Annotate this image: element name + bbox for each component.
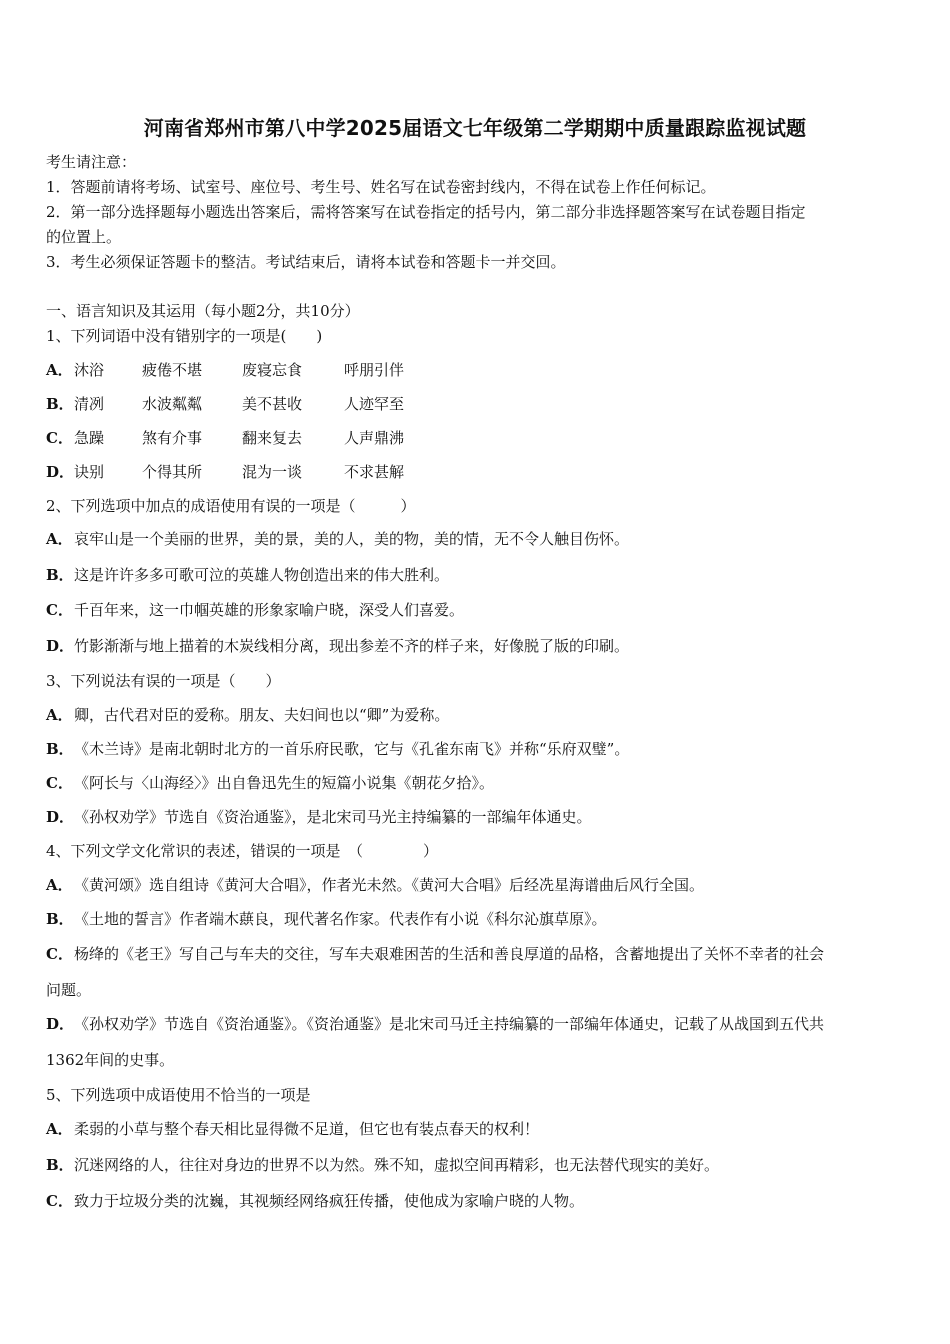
option-label: D．	[46, 1015, 75, 1033]
option-word: 呼朋引伴	[344, 361, 405, 379]
option-row	[46, 360, 434, 380]
notice-item: 2．第一部分选择题每小题选出答案后，需将答案写在试卷指定的括号内，第二部分非选择题答案写在试卷题目指定	[46, 203, 806, 221]
option-text: 《木兰诗》是南北朝时北方的一首乐府民歌，它与《孔雀东南飞》并称“乐府双璧”。	[74, 740, 630, 758]
option-row	[46, 565, 449, 585]
option-row	[46, 773, 494, 793]
option-word: 废寝忘食	[242, 361, 303, 379]
question-stem: 2、下列选项中加点的成语使用有误的一项是（ ）	[46, 497, 416, 515]
option-label: A．	[46, 530, 73, 548]
option-word: 急躁	[74, 429, 105, 447]
option-label: B．	[46, 910, 74, 928]
option-word: 诀别	[74, 463, 105, 481]
option-label: C．	[46, 1192, 73, 1210]
option-text-continued: 问题。	[46, 981, 92, 999]
option-word: 不求甚解	[344, 463, 405, 481]
option-word: 美不甚收	[242, 395, 303, 413]
option-label: C．	[46, 774, 73, 792]
option-row	[46, 875, 704, 895]
option-text: 《孙权劝学》节选自《资治通鉴》。《资治通鉴》是北宋司马迁主持编纂的一部编年体通史，记载了从战国到五代共	[74, 1015, 825, 1033]
option-row	[46, 394, 434, 414]
option-text: 竹影渐渐与地上描着的木炭线相分离，现出参差不齐的样子来，好像脱了版的印刷。	[74, 637, 630, 655]
option-row	[46, 705, 449, 725]
option-label: B．	[46, 740, 74, 758]
option-text: 杨绛的《老王》写自己与车夫的交往，写车夫艰难困苦的生活和善良厚道的品格，含蓄地提出了关怀不幸者的社会	[74, 945, 825, 963]
question-stem: 3、下列说法有误的一项是（ ）	[46, 672, 281, 690]
option-row	[46, 1014, 824, 1034]
option-label: C．	[46, 601, 73, 619]
question-stem: 5、下列选项中成语使用不恰当的一项是	[46, 1086, 311, 1104]
option-row	[46, 600, 464, 620]
section-heading: 一、语言知识及其运用（每小题2分，共10分）	[46, 302, 360, 320]
option-label: A．	[46, 876, 73, 894]
option-word: 个得其所	[142, 463, 203, 481]
option-row	[46, 636, 629, 656]
option-text: 致力于垃圾分类的沈巍，其视频经网络疯狂传播，使他成为家喻户晓的人物。	[74, 1192, 585, 1210]
notice-item: 的位置上。	[46, 228, 122, 246]
option-word: 沐浴	[74, 361, 105, 379]
question-stem: 1、下列词语中没有错别字的一项是( )	[46, 327, 323, 345]
option-word: 人声鼎沸	[344, 429, 405, 447]
option-label: B．	[46, 1156, 74, 1174]
option-word: 疲倦不堪	[142, 361, 203, 379]
option-text: 柔弱的小草与整个春天相比显得微不足道，但它也有装点春天的权利！	[74, 1120, 540, 1138]
option-text: 卿，古代君对臣的爱称。朋友、夫妇间也以“卿”为爱称。	[74, 706, 450, 724]
option-label: D．	[46, 637, 75, 655]
option-text: 千百年来，这一巾帼英雄的形象家喻户晓，深受人们喜爱。	[74, 601, 465, 619]
option-word: 混为一谈	[242, 463, 303, 481]
option-label: A．	[46, 706, 73, 724]
option-row	[46, 944, 824, 964]
option-text-continued: 1362年间的史事。	[46, 1051, 175, 1069]
option-text: 《阿长与〈山海经〉》出自鲁迅先生的短篇小说集《朝花夕拾》。	[74, 774, 495, 792]
notice-item: 1．答题前请将考场、试室号、座位号、考生号、姓名写在试卷密封线内，不得在试卷上作任何标记。	[46, 178, 716, 196]
option-word: 煞有介事	[142, 429, 203, 447]
option-label: B．	[46, 395, 74, 413]
option-text: 《孙权劝学》节选自《资治通鉴》，是北宋司马光主持编纂的一部编年体通史。	[74, 808, 592, 826]
option-row	[46, 1119, 539, 1139]
option-text: 沉迷网络的人，往往对身边的世界不以为然。殊不知，虚拟空间再精彩，也无法替代现实的美好。	[74, 1156, 720, 1174]
notice-heading: 考生请注意：	[46, 153, 137, 171]
notice-item: 3．考生必须保证答题卡的整洁。考试结束后，请将本试卷和答题卡一并交回。	[46, 253, 566, 271]
option-label: D．	[46, 808, 75, 826]
option-row	[46, 909, 607, 929]
option-row	[46, 739, 629, 759]
option-label: C．	[46, 429, 73, 447]
option-word: 水波粼粼	[142, 395, 203, 413]
option-text: 哀牢山是一个美丽的世界，美的景，美的人，美的物，美的情，无不令人触目伤怀。	[74, 530, 630, 548]
page-title: 河南省郑州市第八中学2025届语文七年级第二学期期中质量跟踪监视试题	[143, 116, 807, 140]
option-row	[46, 807, 592, 827]
option-label: A．	[46, 1120, 73, 1138]
option-row	[46, 428, 434, 448]
option-label: D．	[46, 463, 75, 481]
option-label: B．	[46, 566, 74, 584]
option-label: C．	[46, 945, 73, 963]
option-row	[46, 1191, 584, 1211]
option-text: 《黄河颂》选自组诗《黄河大合唱》，作者光未然。《黄河大合唱》后经冼星海谱曲后风行全国。	[74, 876, 705, 894]
option-word: 翻来复去	[242, 429, 303, 447]
option-word: 清冽	[74, 395, 105, 413]
option-text: 《土地的誓言》作者端木蕻良，现代著名作家。代表作有小说《科尔沁旗草原》。	[74, 910, 607, 928]
option-row	[46, 529, 629, 549]
option-word: 人迹罕至	[344, 395, 405, 413]
option-row	[46, 1155, 719, 1175]
question-stem: 4、下列文学文化常识的表述，错误的一项是 （ ）	[46, 842, 439, 860]
option-label: A．	[46, 361, 73, 379]
option-row	[46, 462, 434, 482]
option-text: 这是许许多多可歌可泣的英雄人物创造出来的伟大胜利。	[74, 566, 450, 584]
